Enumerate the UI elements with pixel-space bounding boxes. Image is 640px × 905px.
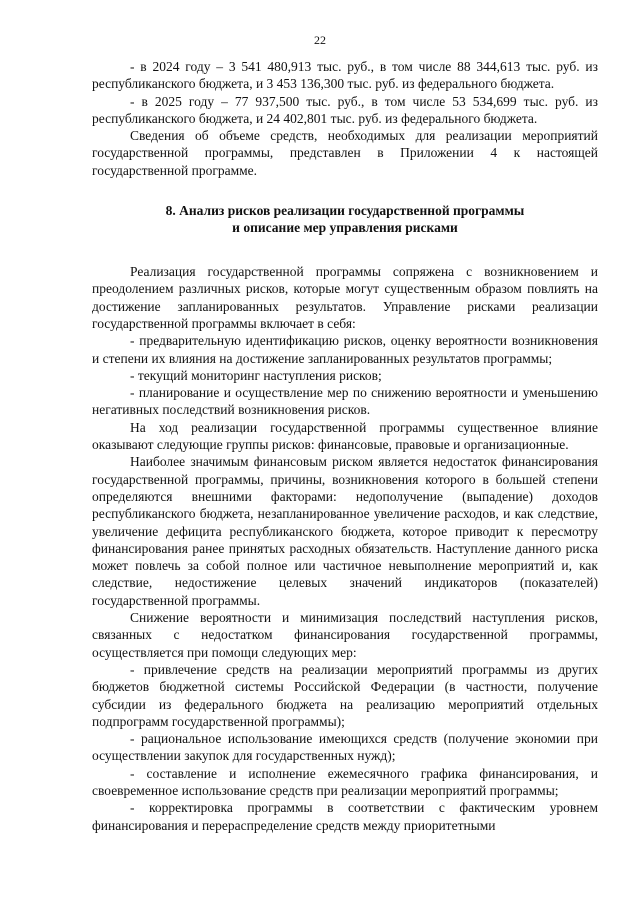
budget-2024-item: - в 2024 году – 3 541 480,913 тыс. руб., в том числе 88 344,613 тыс. руб. из республиканского бюджета, и 3 453 136,300 тыс. руб. из федерального бюджета. xyxy=(92,59,598,92)
section-heading xyxy=(92,203,598,236)
risk-list-item-identification: - предварительную идентификацию рисков, оценку вероятности возникновения и степени их влияния на достижение запланированных результатов программы; xyxy=(92,333,598,366)
risk-list-item-planning: - планирование и осуществление мер по снижению вероятности и уменьшению негативных последствий возникновения рисков. xyxy=(92,385,598,418)
measure-item-adjustment: - корректировка программы в соответствии с фактическим уровнем финансирования и перераспределение средств между приоритетными xyxy=(92,800,598,833)
section-heading-line2: и описание мер управления рисками xyxy=(232,219,458,235)
measure-item-rational-use: - рациональное использование имеющихся средств (получение экономии при осуществлении закупок для государственных нужд); xyxy=(92,731,598,764)
measure-item-attract-funds: - привлечение средств на реализации мероприятий программы из других бюджетов бюджетной системы Российской Федерации (в частности, получение субсидии из федерального бюджета на реализацию мероприятий отдельных подпрограмм государственной программы); xyxy=(92,661,598,729)
financial-risk-paragraph: Наиболее значимым финансовым риском является недостаток финансирования государственной программы, причины, возникновения которого в большей степени определяются внешними факторами: недополучение (выпадение) доходов республиканского бюджета, незапланированное увеличение расходов, и как следствие, увеличение дефицита республиканского бюджета, которое приводит к пересмотру финансирования ранее принятых расходных обязательств. Наступление данного риска может повлечь за собой полное или частичное невыполнение мероприятий и, как следствие, недостижение целевых значений индикаторов (показателей) государственной программы. xyxy=(92,454,598,608)
risk-list-item-monitoring: - текущий мониторинг наступления рисков; xyxy=(130,367,382,383)
funding-info-paragraph: Сведения об объеме средств, необходимых для реализации мероприятий государственной программы, представлен в Приложении 4 к настоящей государственной программе. xyxy=(92,128,598,178)
measure-item-schedule: - составление и исполнение ежемесячного графика финансирования, и своевременное использование средств при реализации мероприятий программы; xyxy=(92,765,598,798)
page-body xyxy=(92,58,598,834)
mitigation-paragraph: Снижение вероятности и минимизация последствий наступления рисков, связанных с недостатком финансирования государственной программы, осуществляется при помощи следующих мер: xyxy=(92,610,598,660)
risk-groups-paragraph: На ход реализации государственной программы существенное влияние оказывают следующие группы рисков: финансовые, правовые и организационные. xyxy=(92,419,598,453)
page-number: 22 xyxy=(314,33,326,47)
section-heading-line1: 8. Анализ рисков реализации государственной программы xyxy=(165,203,525,219)
budget-2025-item: - в 2025 году – 77 937,500 тыс. руб., в том числе 53 534,699 тыс. руб. из республиканского бюджета, и 24 402,801 тыс. руб. из федерального бюджета. xyxy=(92,93,598,126)
risk-intro-paragraph: Реализация государственной программы сопряжена с возникновением и преодолением различных рисков, которые могут существенным образом повлиять на достижение запланированных результатов. Управление рисками реализации государственной программы включает в себя: xyxy=(92,264,598,331)
